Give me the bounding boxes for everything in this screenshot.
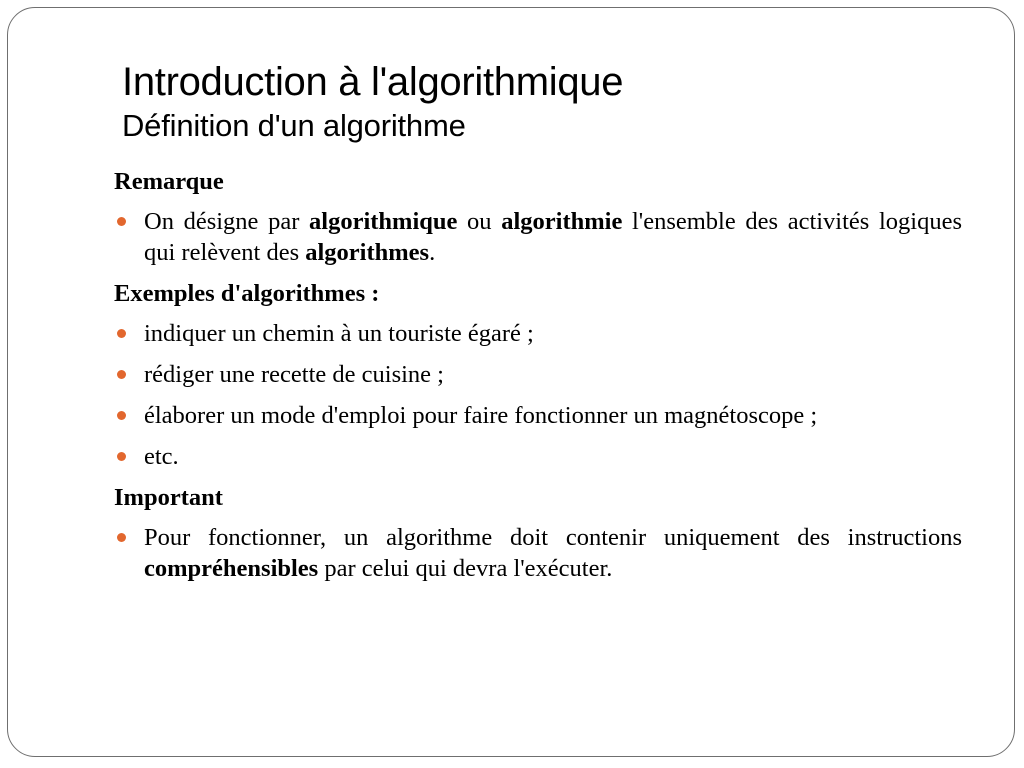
bullet-example — [114, 318, 962, 349]
bullet-dot-icon — [117, 452, 126, 461]
bullet-text: ou — [457, 208, 502, 235]
bullet-text: etc. — [144, 443, 179, 470]
bullet-text: Pour fonctionner, un algorithme doit contenir uniquement des instructions — [144, 524, 962, 551]
slide-title: Introduction à l'algorithmique — [122, 60, 624, 104]
heading-exemples: Exemples d'algorithmes : — [114, 280, 380, 307]
bold-term: algorithmes — [305, 239, 430, 266]
bullet-text: par celui qui devra l'exécuter. — [318, 555, 613, 582]
bullet-dot-icon — [117, 370, 126, 379]
bullet-dot-icon — [117, 329, 126, 338]
bullet-example — [114, 400, 962, 431]
bullet-text: rédiger une recette de cuisine ; — [144, 361, 444, 388]
bullet-example — [114, 441, 962, 472]
bullet-example — [114, 359, 962, 390]
bullet-remarque — [114, 206, 962, 268]
bullet-dot-icon — [117, 533, 126, 542]
bullet-dot-icon — [117, 217, 126, 226]
bullet-text: élaborer un mode d'emploi pour faire fonctionner un magnétoscope ; — [144, 402, 818, 429]
title-block — [122, 58, 972, 146]
bullet-important — [114, 522, 962, 584]
bullet-text: indiquer un chemin à un touriste égaré ; — [144, 320, 534, 347]
bold-term: algorithmique — [309, 208, 458, 235]
slide-content — [114, 166, 962, 594]
bold-term: compréhensibles — [144, 555, 319, 582]
bold-term: algorithmie — [501, 208, 623, 235]
heading-remarque: Remarque — [114, 168, 224, 195]
heading-important: Important — [114, 484, 223, 511]
bullet-text: l'ensemble des activités logiques qui relèvent des — [144, 208, 963, 266]
bullet-dot-icon — [117, 411, 126, 420]
bullet-text: On désigne par — [144, 208, 310, 235]
slide-subtitle: Définition d'un algorithme — [122, 108, 466, 143]
bullet-text: . — [429, 239, 436, 266]
